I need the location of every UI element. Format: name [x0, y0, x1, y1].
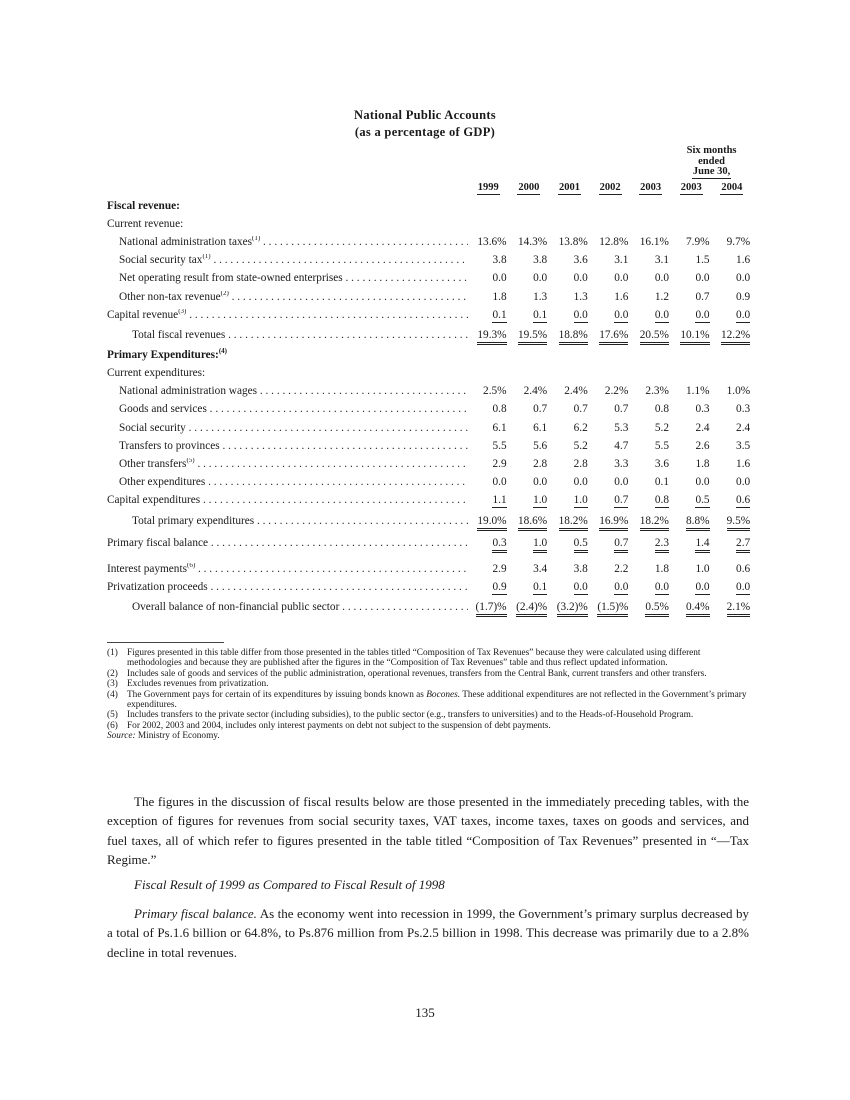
table-cell: 6.1 [492, 421, 507, 434]
table-cell: 2.8 [533, 458, 548, 471]
page-number: 135 [415, 1005, 435, 1020]
footnote: (3) Excludes revenues from privatization. [107, 679, 269, 690]
table-cell: 0.0 [736, 272, 751, 285]
table-row [107, 382, 752, 400]
year-header: 2001 [558, 181, 580, 193]
table-cell: 1.8 [492, 290, 507, 303]
table-row [107, 306, 752, 324]
table-cell: 0.5 [549, 532, 590, 554]
table-row [107, 400, 752, 418]
table-cell: 0.9 [492, 580, 507, 593]
table-cell: 0.8 [654, 494, 669, 507]
row-label: Other expenditures . . . [107, 473, 468, 491]
table-row [107, 215, 752, 233]
paragraph-lead: Primary fiscal balance. [134, 906, 257, 921]
row-label: Primary fiscal balance . . . [107, 532, 468, 554]
table-cell: 3.5 [736, 439, 751, 452]
table-cell: 18.6% [509, 510, 550, 532]
table-row [107, 324, 752, 346]
row-label: Total primary expenditures . . . [107, 510, 468, 532]
year-header: 2003 [680, 181, 702, 193]
table-cell: 0.0 [533, 272, 548, 285]
row-label: Social security . . . [107, 419, 468, 437]
year-header: 2000 [518, 181, 540, 193]
row-label: Capital expenditures . . . [107, 491, 468, 509]
row-label: National administration wages . . . [107, 382, 468, 400]
year-header: 2003 [640, 181, 662, 193]
table-cell: 2.3% [645, 385, 669, 398]
table-row [107, 578, 752, 596]
table-cell: 18.2% [549, 510, 590, 532]
table-cell: 4.7 [614, 439, 629, 452]
body-paragraph-2 [107, 904, 749, 962]
table-cell: 0.0 [492, 272, 507, 285]
table-cell: 5.5 [654, 439, 669, 452]
table-cell: 12.8% [599, 235, 629, 248]
row-label: Current revenue: [107, 217, 184, 230]
table-cell: 2.4 [736, 421, 751, 434]
table-row [107, 437, 752, 455]
table-cell: 0.0 [654, 272, 669, 285]
table-cell: 17.6% [590, 324, 631, 346]
header-years-row [107, 178, 752, 197]
paragraph-text: As the economy went into recession in 1999, the Government’s primary surplus decreased by a total of Ps.1.6 billion or 64.8%, to Ps.876 million from Ps.2.5 billion in 1998. This decrease was primarily due to a 2.8% decline in total revenues. [107, 906, 749, 960]
table-cell: 7.9% [686, 235, 710, 248]
table-cell: 0.7 [533, 403, 548, 416]
table-cell: 0.0 [614, 308, 629, 321]
table-row [107, 596, 752, 618]
table-cell: 1.0 [573, 494, 588, 507]
six-months-header: Six months ended June 30, [686, 145, 737, 177]
table-cell: 1.6 [736, 458, 751, 471]
table-cell: 0.3 [468, 532, 509, 554]
row-label: Other transfers$^{(5)}$ . . . [107, 455, 468, 473]
table-cell: 0.0 [654, 308, 669, 321]
table-cell: 0.4% [671, 596, 712, 618]
year-header: 1999 [477, 181, 499, 193]
table-cell: 5.6 [533, 439, 548, 452]
table-cell: 3.6 [654, 458, 669, 471]
table-cell: 2.4% [564, 385, 588, 398]
table-cell: 19.3% [468, 324, 509, 346]
table-cell: 1.6 [736, 254, 751, 267]
row-label: Other non-tax revenue$^{(2)}$ . . . [107, 287, 468, 305]
footnote: (6) For 2002, 2003 and 2004, includes only interest payments on debt not subject to the suspension of debt payments. [107, 720, 551, 731]
table-cell: 2.1% [712, 596, 753, 618]
table-cell: 16.1% [639, 235, 669, 248]
table-row [107, 455, 752, 473]
table-cell: 9.5% [712, 510, 753, 532]
table-row [107, 287, 752, 305]
row-label: Current expenditures: [107, 367, 206, 380]
table-cell: 10.1% [671, 324, 712, 346]
table-cell: 3.3 [614, 458, 629, 471]
table-cell: 0.0 [695, 476, 710, 489]
table-cell: 0.8 [654, 403, 669, 416]
table-cell: 5.2 [573, 439, 588, 452]
table-cell: 0.5% [630, 596, 671, 618]
table-cell: 18.8% [549, 324, 590, 346]
row-label: Goods and services . . . [107, 400, 468, 418]
year-header: 2004 [721, 181, 743, 193]
table-cell: 0.7 [590, 532, 631, 554]
row-label: Net operating result from state-owned enterprises . . . [107, 269, 468, 287]
row-label: Primary Expenditures:$^{(4)}$ [107, 347, 227, 361]
table-row [107, 346, 752, 364]
table-cell: (3.2)% [549, 596, 590, 618]
table-cell: 1.8 [654, 562, 669, 575]
table-cell: 0.1 [654, 476, 669, 489]
table-cell: 3.1 [654, 254, 669, 267]
section-heading: Fiscal Result of 1999 as Compared to Fiscal Result of 1998 [134, 877, 445, 892]
table-cell: 8.8% [671, 510, 712, 532]
table-row [107, 510, 752, 532]
row-label: Total fiscal revenues . . . [107, 324, 468, 346]
table-cell: 0.0 [614, 476, 629, 489]
table-cell: 0.3 [695, 403, 710, 416]
table-cell: 1.3 [573, 290, 588, 303]
table-cell: 0.0 [736, 308, 751, 321]
table-cell: 0.0 [533, 476, 548, 489]
row-label: Capital revenue$^{(3)}$ . . . [107, 306, 468, 324]
table-cell: 1.5 [695, 254, 710, 267]
table-cell: 3.6 [573, 254, 588, 267]
table-cell: 3.8 [573, 562, 588, 575]
table-cell: 1.1% [686, 385, 710, 398]
table-cell: 0.0 [695, 272, 710, 285]
table-cell: 3.8 [533, 254, 548, 267]
table-cell: 0.1 [533, 580, 548, 593]
table-cell: 13.8% [558, 235, 588, 248]
table-cell: 20.5% [630, 324, 671, 346]
table-cell: 2.9 [492, 458, 507, 471]
table-cell: 1.6 [614, 290, 629, 303]
footnote: (2) Includes sale of goods and services of the public administration, operational revenues, transfers from the Central Bank, current transfers and other transfers. [107, 668, 707, 679]
table-cell: 0.6 [736, 494, 751, 507]
table-cell: 2.3 [630, 532, 671, 554]
table-cell: 0.1 [533, 308, 548, 321]
table-cell: 2.2% [604, 385, 629, 398]
table-row [107, 197, 752, 215]
table-cell: 0.6 [736, 562, 751, 575]
footnote-rule [107, 642, 224, 643]
table-cell: 2.4 [695, 421, 710, 434]
header-six-months-row [107, 146, 752, 178]
table-row [107, 364, 752, 382]
table-cell: 1.0% [726, 385, 751, 398]
table-cell: 1.8 [695, 458, 710, 471]
table-cell: 0.0 [573, 308, 588, 321]
table-cell: 19.0% [468, 510, 509, 532]
table-cell: 0.1 [492, 308, 507, 321]
table-cell: 3.8 [492, 254, 507, 267]
table-cell: 0.0 [614, 272, 629, 285]
table-cell: 0.0 [573, 272, 588, 285]
title-line-2: (as a percentage of GDP) [354, 125, 496, 139]
table-row [107, 251, 752, 269]
row-label: Privatization proceeds . . . [107, 578, 468, 596]
table-cell: 5.5 [492, 439, 507, 452]
year-header: 2002 [599, 181, 621, 193]
table-cell: 19.5% [509, 324, 550, 346]
body-paragraph-1: The figures in the discussion of fiscal results below are those presented in the immediately preceding tables, with the exception of figures for revenues from social security taxes, VAT taxes, income taxes, taxes on goods and services, and fuel taxes, all of which refer to figures presented in the table titled “Composition of Tax Revenues” presented in “—Tax Regime.” [107, 794, 749, 868]
table-cell: 0.0 [573, 580, 588, 593]
table-cell: 6.2 [573, 421, 588, 434]
table-cell: 2.6 [695, 439, 710, 452]
footnote: (4) The Government pays for certain of its expenditures by issuing bonds known as Bocones. These additional expenditures are not reflected in the Government’s primary expenditures. [107, 689, 747, 711]
table-cell: 16.9% [590, 510, 631, 532]
table-cell: 0.5 [695, 494, 710, 507]
table-cell: 0.9 [736, 290, 751, 303]
table-cell: 5.2 [654, 421, 669, 434]
table-cell: 2.7 [712, 532, 753, 554]
footnote: (5) Includes transfers to the private sector (including subsidies), to the public sector (e.g., transfers to universities) and to the Heads-of-Household Program. [107, 710, 694, 721]
table-cell: 0.8 [492, 403, 507, 416]
table-cell: 1.0 [509, 532, 550, 554]
table-cell: 3.1 [614, 254, 629, 267]
table-cell: 2.4% [523, 385, 548, 398]
table-cell: 1.3 [533, 290, 548, 303]
table-cell: 2.5% [483, 385, 507, 398]
row-label: Social security tax$^{(1)}$ . . . [107, 251, 468, 269]
title-line-1: National Public Accounts [354, 108, 496, 122]
source-note: Source: Ministry of Economy. [107, 731, 220, 742]
table-cell: 12.2% [712, 324, 753, 346]
table-cell: 0.0 [736, 476, 751, 489]
table-cell: 6.1 [533, 421, 548, 434]
row-label: Interest payments$^{(6)}$ . . . [107, 560, 468, 578]
table-cell: 0.3 [736, 403, 751, 416]
national-public-accounts-table [107, 146, 752, 618]
table-cell: 1.0 [695, 562, 710, 575]
table-cell: 0.7 [695, 290, 710, 303]
table-cell: 0.7 [573, 403, 588, 416]
row-label: Transfers to provinces . . . [107, 437, 468, 455]
table-cell: 9.7% [726, 235, 751, 248]
table-cell: 1.2 [654, 290, 669, 303]
table-row [107, 269, 752, 287]
table-cell: 0.7 [614, 494, 629, 507]
table-cell: 0.0 [614, 580, 629, 593]
table-cell: 2.8 [573, 458, 588, 471]
table-row [107, 473, 752, 491]
table-cell: (2.4)% [509, 596, 550, 618]
table-cell: 0.0 [654, 580, 669, 593]
table-cell: (1.7)% [468, 596, 509, 618]
table-cell: 0.0 [573, 476, 588, 489]
row-label: Fiscal revenue: [107, 199, 180, 212]
table-row [107, 419, 752, 437]
table-row [107, 233, 752, 251]
table-cell: 0.0 [695, 580, 710, 593]
row-label: National administration taxes$^{(1)}$ . . . [107, 233, 468, 251]
table-cell: 1.0 [533, 494, 548, 507]
table-cell: 0.0 [736, 580, 751, 593]
table-cell: 2.2 [614, 562, 629, 575]
footnote: (1) Figures presented in this table differ from those presented in the tables titled “Composition of Tax Revenues” because they were calculated using different methodologies and because they are published after the figures in the “Composition of Tax Revenues” table and thus reflect updated information. [107, 648, 701, 669]
table-cell: 1.1 [492, 494, 507, 507]
table-row [107, 491, 752, 509]
table-cell: 3.4 [533, 562, 548, 575]
table-title [0, 107, 850, 141]
table-cell: 1.4 [671, 532, 712, 554]
table-cell: 5.3 [614, 421, 629, 434]
table-cell: 0.7 [614, 403, 629, 416]
table-cell: 0.0 [695, 308, 710, 321]
table-cell: 14.3% [518, 235, 548, 248]
table-cell: (1.5)% [590, 596, 631, 618]
table-cell: 0.0 [492, 476, 507, 489]
footnotes [107, 648, 747, 742]
table-row [107, 560, 752, 578]
table-cell: 18.2% [630, 510, 671, 532]
table-cell: 2.9 [492, 562, 507, 575]
table-row [107, 532, 752, 554]
table-cell: 13.6% [477, 235, 507, 248]
row-label: Overall balance of non-financial public sector . . . [107, 596, 468, 618]
